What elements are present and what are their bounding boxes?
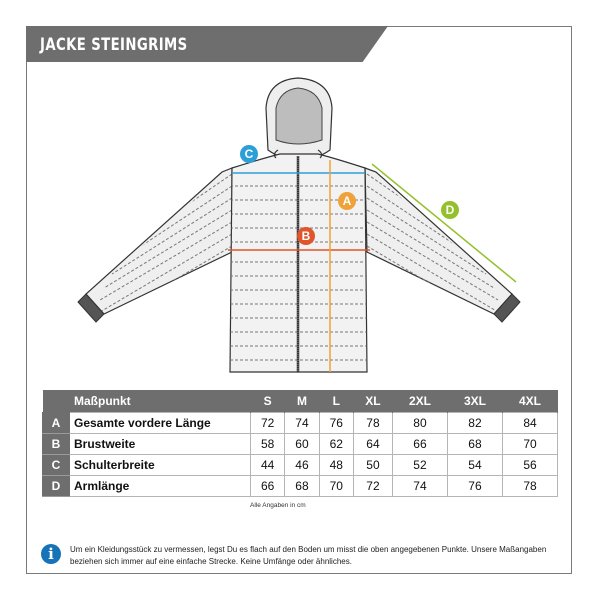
row-letter: A — [43, 413, 70, 434]
table-cell: 78 — [502, 476, 557, 497]
row-letter: D — [43, 476, 70, 497]
table-cell: 60 — [285, 434, 319, 455]
table-cell: 76 — [447, 476, 502, 497]
table-cell: 56 — [502, 455, 557, 476]
unit-note: Alle Angaben in cm — [250, 502, 306, 509]
table-cell: 70 — [502, 434, 557, 455]
row-label: Schulterbreite — [70, 455, 251, 476]
table-cell: 76 — [319, 413, 353, 434]
table-cell: 74 — [285, 413, 319, 434]
marker-d: D — [441, 201, 459, 219]
table-cell: 44 — [251, 455, 285, 476]
table-cell: 80 — [392, 413, 447, 434]
hood-inner — [276, 88, 322, 144]
table-cell: 58 — [251, 434, 285, 455]
table-cell: 50 — [353, 455, 392, 476]
size-table — [42, 390, 558, 497]
row-letter: B — [43, 434, 70, 455]
table-row — [43, 434, 558, 455]
table-cell: 72 — [353, 476, 392, 497]
row-label: Armlänge — [70, 476, 251, 497]
row-label: Brustweite — [70, 434, 251, 455]
info-icon: i — [41, 544, 61, 564]
size-header: 2XL — [392, 390, 447, 413]
table-cell: 62 — [319, 434, 353, 455]
table-cell: 66 — [392, 434, 447, 455]
table-cell: 72 — [251, 413, 285, 434]
size-table-header — [43, 390, 558, 413]
table-cell: 74 — [392, 476, 447, 497]
header-corner — [43, 390, 70, 413]
marker-b: B — [297, 227, 315, 245]
size-header: XL — [353, 390, 392, 413]
table-cell: 84 — [502, 413, 557, 434]
size-header: 3XL — [447, 390, 502, 413]
table-cell: 54 — [447, 455, 502, 476]
right-sleeve — [365, 168, 512, 314]
table-cell: 48 — [319, 455, 353, 476]
table-cell: 66 — [251, 476, 285, 497]
table-cell: 68 — [447, 434, 502, 455]
size-header: 4XL — [502, 390, 557, 413]
row-label: Gesamte vordere Länge — [70, 413, 251, 434]
info-text: Um ein Kleidungsstück zu vermessen, legst Du es flach auf den Boden um misst die oben angegebenen Punkte. Unsere Maßangaben beziehen sich immer auf eine einfache Strecke. Keine Umfänge oder ähnliches. — [70, 545, 547, 566]
marker-a: A — [338, 192, 356, 210]
table-cell: 52 — [392, 455, 447, 476]
table-row — [43, 476, 558, 497]
table-cell: 46 — [285, 455, 319, 476]
table-cell: 70 — [319, 476, 353, 497]
page-title: JACKE STEINGRIMS — [40, 35, 188, 55]
table-row — [43, 413, 558, 434]
table-cell: 64 — [353, 434, 392, 455]
left-sleeve — [86, 168, 232, 314]
table-cell: 78 — [353, 413, 392, 434]
table-cell: 82 — [447, 413, 502, 434]
size-header: S — [251, 390, 285, 413]
size-header: M — [285, 390, 319, 413]
header-label: Maßpunkt — [70, 390, 251, 413]
marker-c: C — [240, 145, 258, 163]
size-header: L — [319, 390, 353, 413]
row-letter: C — [43, 455, 70, 476]
table-row — [43, 455, 558, 476]
table-cell: 68 — [285, 476, 319, 497]
